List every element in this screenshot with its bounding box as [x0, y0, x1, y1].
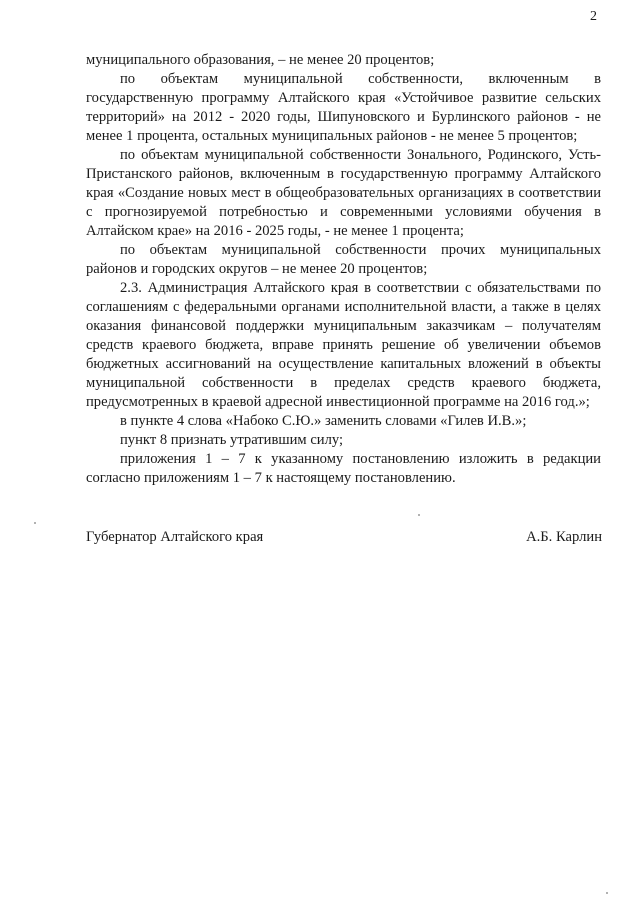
scan-speck — [418, 514, 420, 516]
paragraph-point-8: пункт 8 признать утратившим силу; — [120, 432, 344, 448]
paragraph-rural-program: по объектам муниципальной собственности, включенным в государственную программу Алтайского края «Устойчивое развитие сельских территорий» на 2012 - 2020 годы, Шипуновского и Бурлинского районов - не менее 1 процента, остальных муниципальных районов - не менее 5 процентов; — [86, 71, 601, 144]
paragraph-other-districts: по объектам муниципальной собственности прочих муниципальных районов и городских округов – не менее 20 процентов; — [86, 242, 601, 277]
signature-block — [86, 528, 602, 547]
page-number: 2 — [590, 9, 597, 24]
signatory-name: А.Б. Карлин — [526, 529, 602, 545]
paragraph-appendices: приложения 1 – 7 к указанному постановлению изложить в редакции согласно приложениям 1 – 7 к настоящему постановлению. — [86, 451, 601, 486]
document-body — [86, 51, 601, 488]
scan-speck — [606, 892, 608, 894]
paragraph-clause-2-3: 2.3. Администрация Алтайского края в соответствии с обязательствами по соглашениям с федеральными органами исполнительной власти, а также в целях оказания финансовой поддержки муниципальным заказчикам – получателям средств краевого бюджета, вправе принять решение об увеличении объемов бюджетных ассигнований на осуществление капитальных вложений в объекты муниципальной собственности в пределах средств краевого бюджета, предусмотренных в краевой адресной инвестиционной программе на 2016 год.»; — [86, 280, 601, 410]
scan-speck — [34, 522, 36, 524]
paragraph-schools-program: по объектам муниципальной собственности Зонального, Родинского, Усть-Пристанского районов, включенным в государственную программу Алтайского края «Создание новых мест в общеобразовательных организациях в соответствии с прогнозируемой потребностью и современными условиями обучения в Алтайском крае» на 2016 - 2025 годы, - не менее 1 процента; — [86, 147, 601, 239]
signatory-position: Губернатор Алтайского края — [86, 529, 264, 545]
paragraph-point-4: в пункте 4 слова «Набоко С.Ю.» заменить словами «Гилев И.В.»; — [120, 413, 527, 429]
paragraph-continuation: муниципального образования, – не менее 20 процентов; — [86, 52, 435, 68]
